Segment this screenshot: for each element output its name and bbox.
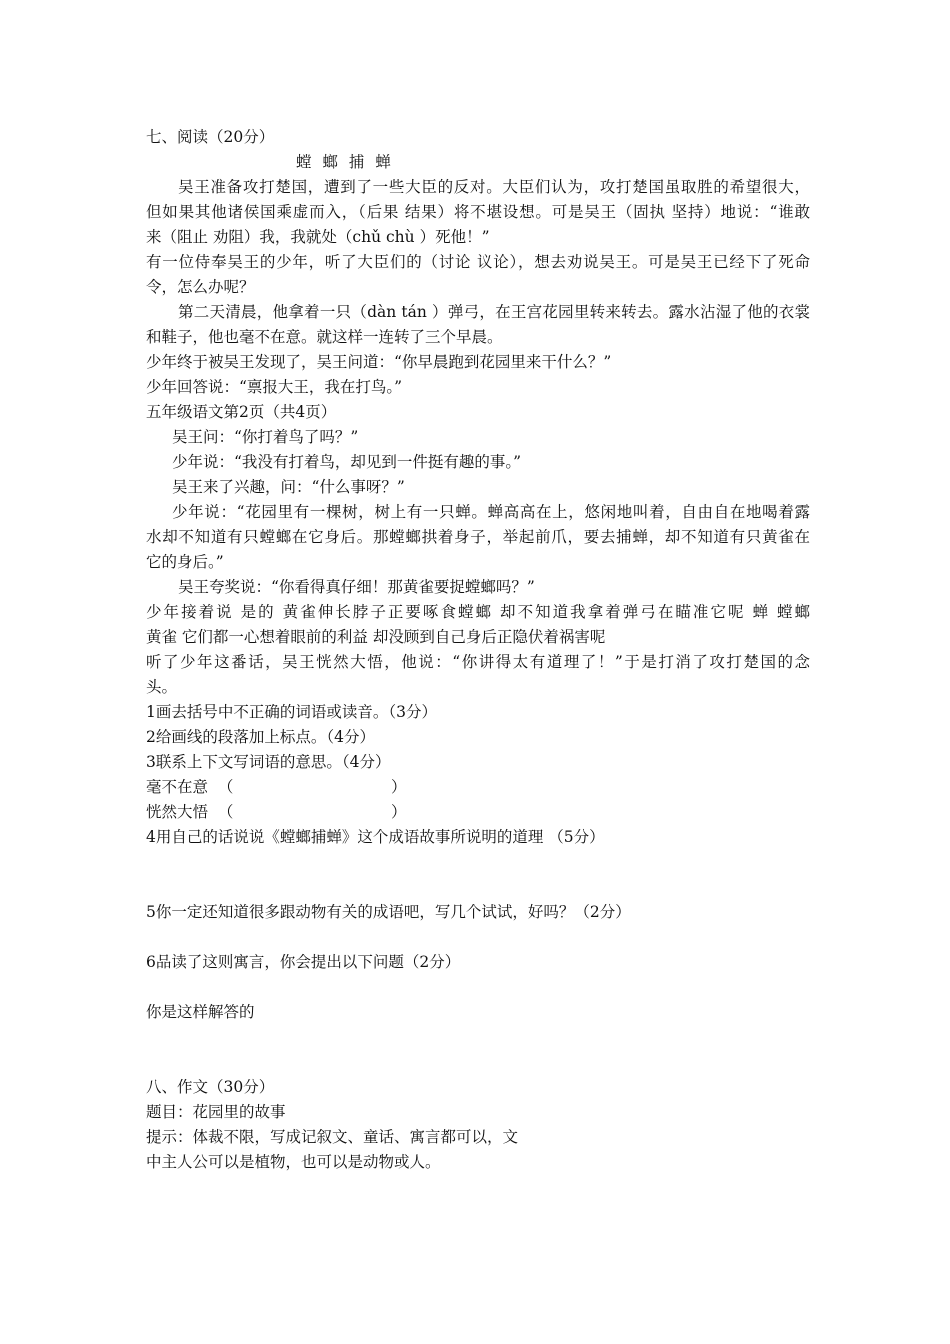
question-1: 1画去括号中不正确的词语或读音。（3分） (146, 703, 437, 721)
story-line: 吴王准备攻打楚国，遭到了一些大臣的反对。大臣们认为，攻打楚国虽取胜的希望很大， (178, 178, 810, 196)
essay-hint: 中主人公可以是植物，也可以是动物或人。 (146, 1153, 441, 1171)
page-footer: 五年级语文第2页（共4页） (146, 403, 337, 421)
question-3-blank-2[interactable]: 恍然大悟 （ ） (146, 803, 407, 821)
story-line: 有一位侍奉吴王的少年，听了大臣们的（讨论 议论），想去劝说吴王。可是吴王已经下了死命 (146, 253, 810, 271)
story-title: 螳 螂 捕 蝉 (296, 153, 394, 171)
question-3: 3联系上下文写词语的意思。（4分） (146, 753, 391, 771)
section-7-heading: 七、阅读（20分） (146, 128, 275, 146)
story-line: 少年终于被吴王发现了，吴王问道：“你早晨跑到花园里来干什么？” (146, 353, 612, 371)
question-6-answer-prompt: 你是这样解答的 (146, 1003, 255, 1021)
story-line: 令，怎么办呢？ (146, 278, 255, 296)
section-8-heading: 八、作文（30分） (146, 1078, 275, 1096)
unpunctuated-line: 黄雀 它们都一心想着眼前的利益 却没顾到自己身后正隐伏着祸害呢 (146, 628, 606, 646)
unpunctuated-line: 少年接着说 是的 黄雀伸长脖子正要啄食螳螂 却不知道我拿着弹弓在瞄准它呢 蝉 螳螂 (146, 603, 810, 621)
question-5: 5你一定还知道很多跟动物有关的成语吧，写几个试试，好吗？（2分） (146, 903, 631, 921)
question-3-blank-1[interactable]: 毫不在意 （ ） (146, 778, 407, 796)
story-line: 它的身后。” (146, 553, 224, 571)
story-line: 吴王问：“你打着鸟了吗？” (172, 428, 359, 446)
story-line: 少年说：“我没有打着鸟，却见到一件挺有趣的事。” (172, 453, 522, 471)
story-line: 少年说：“花园里有一棵树，树上有一只蝉。蝉高高在上，悠闲地叫着，自由自在地喝着露 (172, 503, 810, 521)
question-4: 4用自己的话说说《螳螂捕蝉》这个成语故事所说明的道理 （5分） (146, 828, 605, 846)
story-line: 来（阻止 劝阻）我，我就处（chǔ chù ）死他！” (146, 228, 490, 246)
story-line: 听了少年这番话，吴王恍然大悟，他说：“你讲得太有道理了！”于是打消了攻打楚国的念 (146, 653, 810, 671)
story-line: 吴王夸奖说：“你看得真仔细！那黄雀要捉螳螂吗？” (178, 578, 535, 596)
question-6: 6品读了这则寓言，你会提出以下问题（2分） (146, 953, 461, 971)
essay-topic: 题目：花园里的故事 (146, 1103, 286, 1121)
story-line: 头。 (146, 678, 178, 696)
story-line: 水却不知道有只螳螂在它身后。那螳螂拱着身子，举起前爪，要去捕蝉，却不知道有只黄雀在 (146, 528, 810, 546)
story-line: 第二天清晨，他拿着一只（dàn tán ）弹弓，在王宫花园里转来转去。露水沾湿了他的衣裳 (178, 303, 810, 321)
question-2: 2给画线的段落加上标点。（4分） (146, 728, 375, 746)
essay-hint: 提示：体裁不限，写成记叙文、童话、寓言都可以，文 (146, 1128, 519, 1146)
story-line: 和鞋子，他也毫不在意。就这样一连转了三个早晨。 (146, 328, 503, 346)
story-line: 但如果其他诸侯国乘虚而入，（后果 结果）将不堪设想。可是吴王（固执 坚持）地说：“谁敢 (146, 203, 810, 221)
story-line: 少年回答说：“禀报大王，我在打鸟。” (146, 378, 403, 396)
story-line: 吴王来了兴趣，问：“什么事呀？” (172, 478, 405, 496)
